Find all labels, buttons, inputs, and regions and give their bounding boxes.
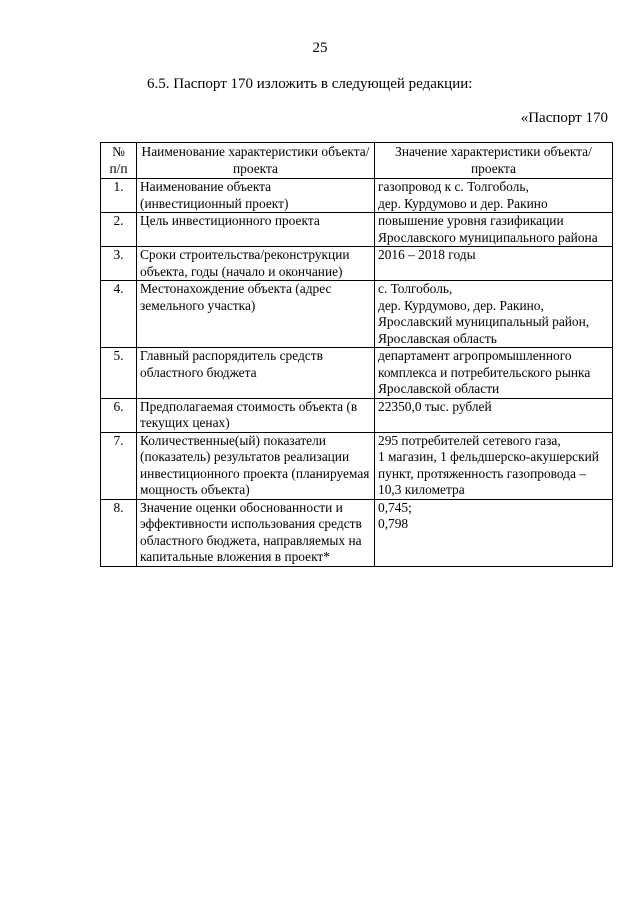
header-characteristic-name: Наименование характеристики объекта/проекта — [137, 143, 375, 179]
row-number: 7. — [101, 432, 137, 499]
row-name: Значение оценки обоснованности и эффективности использования средств областного бюджета, направляемых на капитальные вложения в проект* — [137, 499, 375, 566]
passport-table — [100, 142, 613, 567]
row-number: 6. — [101, 398, 137, 432]
intro-paragraph: 6.5. Паспорт 170 изложить в следующей редакции: — [147, 76, 473, 92]
row-value: с. Толгоболь, дер. Курдумово, дер. Ракино, Ярославский муниципальный район, Ярославская область — [375, 281, 613, 348]
row-value: 22350,0 тыс. рублей — [375, 398, 613, 432]
table-row — [101, 432, 613, 499]
table-row — [101, 499, 613, 566]
row-value: департамент агропромышленного комплекса и потребительского рынка Ярославской области — [375, 348, 613, 399]
row-number: 5. — [101, 348, 137, 399]
row-name: Местонахождение объекта (адрес земельного участка) — [137, 281, 375, 348]
header-characteristic-value: Значение характеристики объекта/проекта — [375, 143, 613, 179]
table-row — [101, 398, 613, 432]
row-number: 1. — [101, 179, 137, 213]
table-row — [101, 281, 613, 348]
row-value: 2016 – 2018 годы — [375, 247, 613, 281]
table-row — [101, 247, 613, 281]
row-name: Наименование объекта (инвестиционный проект) — [137, 179, 375, 213]
table-row — [101, 348, 613, 399]
row-number: 2. — [101, 213, 137, 247]
row-name: Предполагаемая стоимость объекта (в текущих ценах) — [137, 398, 375, 432]
row-number: 8. — [101, 499, 137, 566]
page-number: 25 — [312, 40, 328, 56]
row-value: 295 потребителей сетевого газа, 1 магазин, 1 фельдшерско-акушерский пункт, протяженность газопровода – 10,3 километра — [375, 432, 613, 499]
row-value: 0,745; 0,798 — [375, 499, 613, 566]
table-row — [101, 213, 613, 247]
row-number: 3. — [101, 247, 137, 281]
row-value: газопровод к с. Толгоболь, дер. Курдумово и дер. Ракино — [375, 179, 613, 213]
row-name: Цель инвестиционного проекта — [137, 213, 375, 247]
row-name: Количественные(ый) показатели (показатель) результатов реализации инвестиционного проекта (планируемая мощность объекта) — [137, 432, 375, 499]
row-value: повышение уровня газификации Ярославского муниципального района — [375, 213, 613, 247]
passport-title: «Паспорт 170 — [520, 110, 608, 126]
table-row — [101, 179, 613, 213]
table-header-row — [101, 143, 613, 179]
row-number: 4. — [101, 281, 137, 348]
row-name: Сроки строительства/реконструкции объекта, годы (начало и окончание) — [137, 247, 375, 281]
header-number: № п/п — [101, 143, 137, 179]
row-name: Главный распорядитель средств областного бюджета — [137, 348, 375, 399]
